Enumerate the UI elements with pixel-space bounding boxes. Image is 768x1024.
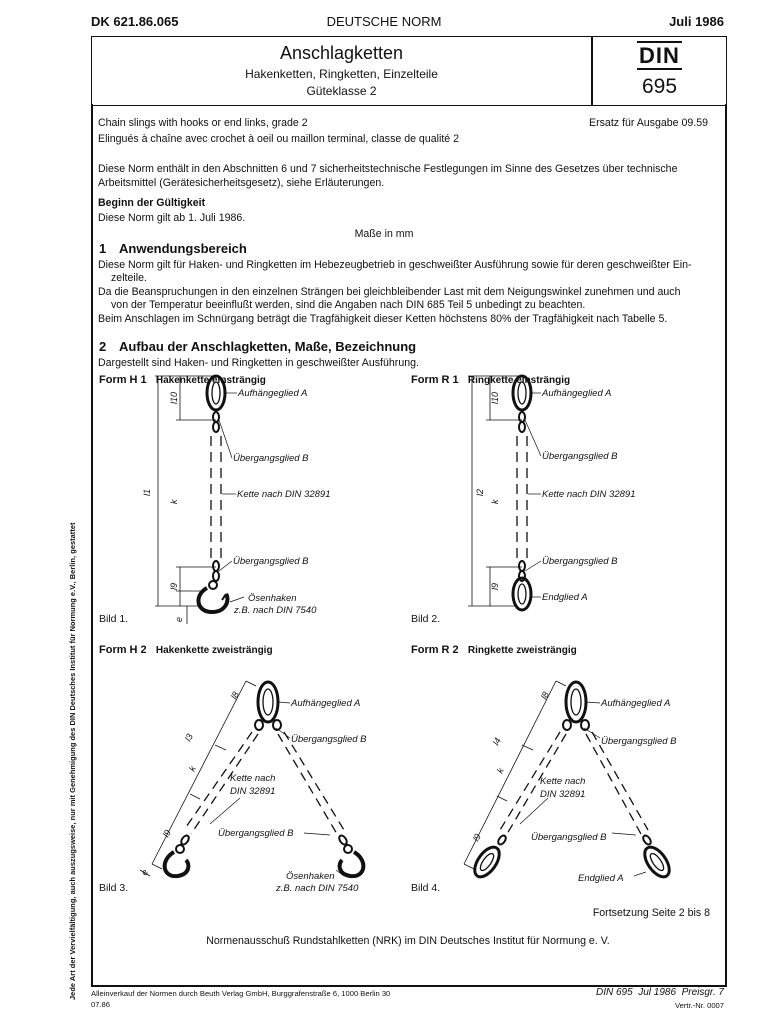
form-r1-code: Form R 1 <box>411 374 459 386</box>
title-en: Chain slings with hooks or end links, grade 2 <box>98 117 308 129</box>
fig2-dim-l9: l9 <box>490 582 500 590</box>
footer-publisher: Alleinverkauf der Normen durch Beuth Verlag GmbH, Burggrafenstraße 6, 1000 Berlin 30 <box>91 989 391 998</box>
fig1-label-a: Aufhängeglied A <box>238 388 308 399</box>
doc-subtitle-2: Güteklasse 2 <box>306 84 377 98</box>
fig1-label-b1: Übergangsglied B <box>233 453 309 464</box>
section1-p2a: Da die Beanspruchungen in den einzelnen Strängen bei gleichbleibender Last mit dem Neigungswinkel zunehmen und auch <box>98 286 681 298</box>
fig2-label-a: Aufhängeglied A <box>542 388 612 399</box>
fig3-label-chain1: Kette nach <box>230 773 276 784</box>
standard-label: DEUTSCHE NORM <box>326 14 442 29</box>
intro-text: Diese Norm enthält in den Abschnitten 6 und 7 sicherheitstechnische Festlegungen im Sinne des Gesetzes über technische Arbeitsmittel (Gerätesicherheitsgesetz), siehe Erläuterungen. <box>98 163 678 189</box>
fig3-label-a: Aufhängeglied A <box>291 698 361 709</box>
validity-text: Diese Norm gilt ab 1. Juli 1986. <box>98 212 246 224</box>
form-r2-code: Form R 2 <box>411 644 459 656</box>
fig4-dim-l8: l8 <box>538 690 551 701</box>
footer-code: 07.86 <box>91 1000 111 1009</box>
fig3-dim-k: k <box>186 764 198 773</box>
units-note: Maße in mm <box>354 228 414 240</box>
fig4-label-b1: Übergangsglied B <box>601 736 677 747</box>
issue-date: Juli 1986 <box>669 14 724 29</box>
doc-subtitle-1: Hakenketten, Ringketten, Einzelteile <box>245 67 438 81</box>
fig3-dim-l9: l9 <box>160 828 173 839</box>
fig1-label-hook2: z.B. nach DIN 7540 <box>234 605 317 616</box>
replaces-edition: Ersatz für Ausgabe 09.59 <box>589 117 708 129</box>
fig2-dim-l2: l2 <box>475 488 485 496</box>
fig4-dim-k: k <box>494 766 506 775</box>
fig2-dim-l10: l10 <box>490 391 500 404</box>
fig3-label-chain2: DIN 32891 <box>230 786 276 797</box>
fig3-dim-e: e <box>138 867 151 877</box>
fig1-label-hook1: Ösenhaken <box>248 593 297 604</box>
section2-p1: Dargestellt sind Haken- und Ringketten in geschweißter Ausführung. <box>98 357 419 369</box>
section1-p3: Beim Anschlagen im Schnürgang beträgt die Tragfähigkeit dieser Ketten höchstens 80% der Tragfähigkeit nach Tabelle 5. <box>98 313 668 325</box>
form-h2-code: Form H 2 <box>99 644 147 656</box>
fig1-dim-l1: l1 <box>142 488 152 496</box>
fig4-label-chain2: DIN 32891 <box>540 789 586 800</box>
din-number: 695 <box>641 75 678 98</box>
fig1-dim-k: k <box>169 499 179 504</box>
fig1-label-b2: Übergangsglied B <box>233 556 309 567</box>
doc-title: Anschlagketten <box>279 43 404 63</box>
fig3-caption: Bild 3. <box>99 882 129 894</box>
fig4-dim-l9: l9 <box>470 832 483 843</box>
fig1-caption: Bild 1. <box>99 613 129 625</box>
fig1-label-chain: Kette nach DIN 32891 <box>237 489 331 500</box>
form-h2-name: Hakenkette zweisträngig <box>155 645 273 656</box>
din-logo: DIN <box>639 43 680 68</box>
section1-title: Anwendungsbereich <box>119 241 247 256</box>
fig2-caption: Bild 2. <box>411 613 441 625</box>
continuation-note: Fortsetzung Seite 2 bis 8 <box>592 907 710 919</box>
section1-p1b: zelteile. <box>111 272 147 284</box>
fig2-label-b2: Übergangsglied B <box>542 556 618 567</box>
fig2-label-b1: Übergangsglied B <box>542 451 618 462</box>
fig3-dim-l3: l3 <box>182 732 195 743</box>
fig1-dim-l10: l10 <box>169 391 179 404</box>
form-r2-name: Ringkette zweisträngig <box>467 645 577 656</box>
fig4-dim-l4: l4 <box>490 736 503 747</box>
fig3-label-b2: Übergangsglied B <box>218 828 294 839</box>
fig3-label-hook2: z.B. nach DIN 7540 <box>276 883 359 894</box>
section2-title: Aufbau der Anschlagketten, Maße, Bezeichnung <box>119 339 417 354</box>
fig4-label-b2: Übergangsglied B <box>531 832 607 843</box>
section1-number: 1 <box>99 241 107 256</box>
section1-p2b: von der Temperatur beeinflußt werden, sind die Angaben nach DIN 685 Teil 5 unbedingt zu beachten. <box>111 299 586 311</box>
section1-p1a: Diese Norm gilt für Haken- und Ringketten im Hebezeugbetrieb in geschweißter Ausführung sowie für deren geschweißter Ein- <box>98 259 692 271</box>
fig2-label-chain: Kette nach DIN 32891 <box>542 489 636 500</box>
fig3-label-hook1: Ösenhaken <box>286 871 335 882</box>
validity-heading: Beginn der Gültigkeit <box>98 197 206 209</box>
fig4-label-a: Aufhängeglied A <box>601 698 671 709</box>
fig4-label-end: Endglied A <box>578 873 624 884</box>
footer-ref: DIN 695 Jul 1986 Preisgr. 7 <box>595 987 724 998</box>
section2-number: 2 <box>99 339 107 354</box>
committee-note: Normenausschuß Rundstahlketten (NRK) im DIN Deutsches Institut für Normung e. V. <box>206 935 610 947</box>
fig1-dim-e: e <box>174 616 184 622</box>
fig2-label-end: Endglied A <box>542 592 588 603</box>
fig4-label-chain1: Kette nach <box>540 776 586 787</box>
fig2-dim-k: k <box>490 499 500 504</box>
fig1-dim-l9: l9 <box>169 582 179 590</box>
form-h1-name: Hakenkette einsträngig <box>155 375 266 386</box>
fig3-label-b1: Übergangsglied B <box>291 734 367 745</box>
doc-number: DK 621.86.065 <box>91 14 179 29</box>
footer-order: Vertr.-Nr. 0007 <box>675 1001 724 1010</box>
title-fr: Elingués à chaîne avec crochet à oeil ou maillon terminal, classe de qualité 2 <box>98 133 459 145</box>
fig3-dim-l8: l8 <box>228 690 241 701</box>
form-h1-code: Form H 1 <box>99 374 147 386</box>
fig4-caption: Bild 4. <box>411 882 441 894</box>
form-r1-name: Ringkette einsträngig <box>467 375 571 386</box>
copyright-side-note: Jede Art der Vervielfältigung, auch auszugsweise, nur mit Genehmigung des DIN Deutsches Institut für Normung e.V., Berlin, gestattet <box>68 522 77 1000</box>
